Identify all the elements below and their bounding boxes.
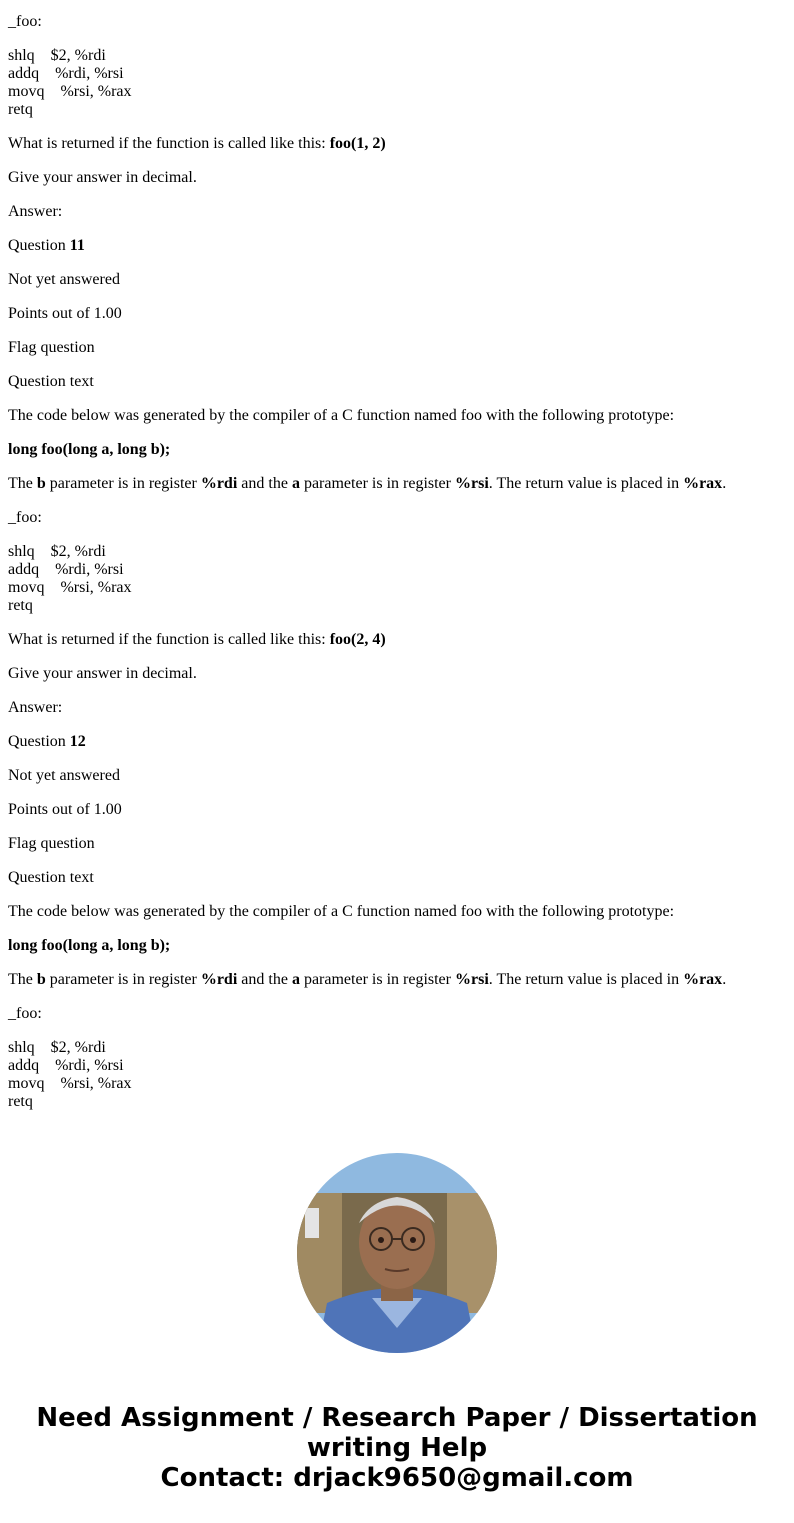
document-body [8,13,786,1127]
text-run: Question [8,733,70,750]
bold-text: %rax [683,475,723,492]
text-run: Answer: [8,699,63,716]
code-line: _foo: [8,1005,42,1022]
code-line: shlq $2, %rdi [8,47,106,64]
bold-text: 11 [69,237,85,254]
footer-line-3: Contact: drjack9650@gmail.com [160,1463,634,1493]
code-line: _foo: [8,13,42,30]
paragraph [8,937,786,955]
code-line: retq [8,597,33,614]
bold-text: 12 [69,733,86,750]
code-line: movq %rsi, %rax [8,1075,132,1092]
paragraph [8,733,786,751]
code-line: _foo: [8,509,42,526]
paragraph [8,271,786,289]
bold-text: a [291,971,300,988]
paragraph [8,699,786,717]
code-block [8,1005,786,1023]
text-run: Question text [8,869,94,886]
paragraph [8,835,786,853]
text-run: Give your answer in decimal. [8,665,197,682]
text-run: Question [8,237,70,254]
text-run: and the [237,971,292,988]
text-run: Points out of 1.00 [8,801,122,818]
contact-footer [0,1403,794,1493]
footer-line-2: writing Help [306,1433,488,1463]
text-run: Flag question [8,835,95,852]
paragraph [8,903,786,921]
text-run: and the [237,475,292,492]
paragraph [8,339,786,357]
paragraph [8,407,786,425]
paragraph [8,801,786,819]
text-run: . [722,475,727,492]
text-run: What is returned if the function is called like this: [8,135,330,152]
code-line: retq [8,1093,33,1110]
bold-text: a [291,475,300,492]
bold-text: b [36,971,46,988]
paragraph [8,305,786,323]
paragraph [8,767,786,785]
bold-text: b [36,475,46,492]
code-line: shlq $2, %rdi [8,543,106,560]
text-run: . The return value is placed in [488,475,684,492]
text-run: Not yet answered [8,767,120,784]
text-run: The [8,475,37,492]
bold-text: %rdi [200,971,238,988]
code-line: movq %rsi, %rax [8,83,132,100]
bold-text: long foo(long a, long b); [8,937,171,954]
bold-text: %rsi [454,475,489,492]
paragraph [8,373,786,391]
code-line: addq %rdi, %rsi [8,561,124,578]
text-run: parameter is in register [299,475,455,492]
paragraph [8,237,786,255]
bold-text: foo(2, 4) [329,631,386,648]
code-block [8,1039,786,1111]
text-run: parameter is in register [45,475,201,492]
paragraph [8,475,786,493]
portrait-icon [297,1153,497,1353]
text-run: The code below was generated by the compiler of a C function named foo with the following prototype: [8,903,675,920]
paragraph [8,169,786,187]
code-block [8,543,786,615]
code-line: shlq $2, %rdi [8,1039,106,1056]
paragraph [8,665,786,683]
code-block [8,47,786,119]
code-line: movq %rsi, %rax [8,579,132,596]
bold-text: %rsi [454,971,489,988]
text-run: Flag question [8,339,95,356]
text-run: The code below was generated by the compiler of a C function named foo with the following prototype: [8,407,675,424]
paragraph [8,203,786,221]
text-run: . The return value is placed in [488,971,684,988]
code-block [8,509,786,527]
bold-text: %rax [683,971,723,988]
author-portrait [297,1153,497,1353]
text-run: Points out of 1.00 [8,305,122,322]
bold-text: foo(1, 2) [329,135,386,152]
text-run: The [8,971,37,988]
bold-text: long foo(long a, long b); [8,441,171,458]
bold-text: %rdi [200,475,238,492]
paragraph [8,441,786,459]
text-run: Question text [8,373,94,390]
code-line: addq %rdi, %rsi [8,1057,124,1074]
text-run: parameter is in register [299,971,455,988]
text-run: Not yet answered [8,271,120,288]
text-run: . [722,971,727,988]
code-line: addq %rdi, %rsi [8,65,124,82]
paragraph [8,971,786,989]
code-line: retq [8,101,33,118]
code-block [8,13,786,31]
footer-line-1: Need Assignment / Research Paper / Dissertation [36,1403,758,1433]
paragraph [8,631,786,649]
paragraph [8,135,786,153]
text-run: Answer: [8,203,63,220]
text-run: Give your answer in decimal. [8,169,197,186]
text-run: parameter is in register [45,971,201,988]
paragraph [8,869,786,887]
text-run: What is returned if the function is called like this: [8,631,330,648]
